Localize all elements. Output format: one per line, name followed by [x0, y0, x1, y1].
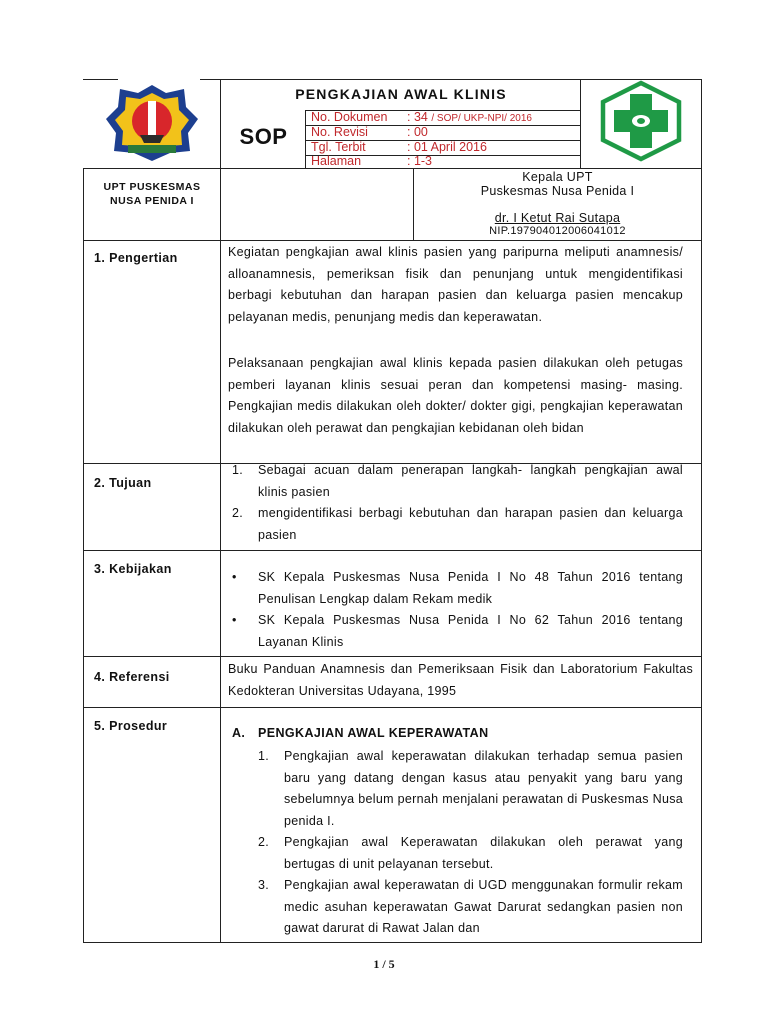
list-item: [228, 610, 683, 653]
puskesmas-logo: [598, 80, 684, 162]
list-text: Pengkajian awal Keperawatan dilakukan oleh perawat yang bertugas di unit pelayanan tersebut.: [284, 835, 683, 871]
doc-number-suffix: / SOP/ UKP-NPI/ 2016: [431, 113, 532, 124]
referensi-text: Buku Panduan Anamnesis dan Pemeriksaan Fisik dan Laboratorium Fakultas Kedokteran Universitas Udayana, 1995: [228, 662, 693, 698]
head-title-1: Kepala UPT: [522, 170, 593, 184]
unit-name: UPT PUSKESMAS NUSA PENIDA I: [103, 181, 201, 207]
list-text: SK Kepala Puskesmas Nusa Penida I No 48 Tahun 2016 tentang Penulisan Lengkap dalam Rekam medik: [258, 570, 683, 606]
doc-number-label: No. Dokumen: [311, 110, 388, 124]
section-label-referensi: 4. Referensi: [94, 670, 170, 684]
head-nip: NIP.197904012006041012: [489, 225, 626, 237]
pengertian-paragraph-1: Kegiatan pengkajian awal klinis pasien yang paripurna meliputi anamnesis/ alloanamnesis, pemeriksan fisik dan penunjang untuk mengidentifikasi berbagi kebutuhan dan harapan pasien dan keluarga pasien mencakup pelayanan medis, penunjang medis dan keperawatan.: [228, 245, 683, 324]
list-text: Pengkajian awal keperawatan dilakukan terhadap semua pasien baru yang datang dengan kasus atau penyakit yang baru yang sebelumnya belum pernah menjalani perawatan di Puskesmas Nusa penida I.: [284, 749, 683, 828]
list-text: Pengkajian awal keperawatan di UGD menggunakan formulir rekam medic asuhan keperawatan Gawat Darurat sedangkan pasien non gawat darurat di Rawat Jalan dan: [284, 878, 683, 935]
page-count-row: [311, 154, 432, 168]
section-label-kebijakan: 3. Kebijakan: [94, 562, 172, 576]
section-label-tujuan: 2. Tujuan: [94, 476, 152, 490]
list-text: mengidentifikasi berbagi kebutuhan dan harapan pasien dan keluarga pasien: [258, 506, 683, 542]
list-item: [228, 503, 683, 546]
list-item: [254, 875, 683, 940]
kebijakan-list: [228, 567, 683, 653]
list-number: 1.: [258, 749, 270, 763]
government-seal: [104, 83, 200, 163]
issued-date-value: : 01 April 2016: [407, 140, 487, 154]
list-item: [228, 460, 683, 503]
head-signature-block: [414, 170, 701, 237]
list-number: 3.: [258, 878, 270, 892]
bullet-icon: •: [232, 570, 237, 584]
list-text: SK Kepala Puskesmas Nusa Penida I No 62 Tahun 2016 tentang Layanan Klinis: [258, 613, 683, 649]
tujuan-list: [228, 460, 683, 546]
list-number: 2.: [258, 835, 270, 849]
list-number: 2.: [232, 506, 244, 520]
prosedur-heading-text: PENGKAJIAN AWAL KEPERAWATAN: [258, 726, 489, 740]
section-label-prosedur: 5. Prosedur: [94, 719, 168, 733]
issued-date-row: [311, 140, 487, 155]
list-number: 1.: [232, 463, 244, 477]
list-item: [228, 567, 683, 610]
section-label-pengertian: 1. Pengertian: [94, 251, 178, 265]
bullet-icon: •: [232, 613, 237, 627]
revision-value: : 00: [407, 125, 428, 139]
revision-label: No. Revisi: [311, 125, 368, 139]
page-count-label: Halaman: [311, 154, 362, 168]
list-item: [254, 832, 683, 875]
prosedur-heading: [232, 726, 489, 740]
head-name: dr. I Ketut Rai Sutapa: [494, 211, 621, 225]
revision-row: [311, 125, 428, 140]
issued-date-label: Tgl. Terbit: [311, 140, 366, 154]
list-item: [254, 746, 683, 832]
prosedur-list: [254, 746, 683, 940]
prosedur-heading-letter: A.: [232, 726, 246, 740]
doc-number-value: : 34: [407, 110, 428, 124]
list-text: Sebagai acuan dalam penerapan langkah- langkah pengkajian awal klinis pasien: [258, 463, 683, 499]
sop-label: SOP: [239, 124, 288, 149]
document-title: PENGKAJIAN AWAL KLINIS: [295, 86, 507, 102]
head-title-2: Puskesmas Nusa Penida I: [480, 184, 635, 198]
pengertian-paragraph-2: Pelaksanaan pengkajian awal klinis kepada pasien dilakukan oleh petugas pemberi layanan klinis sesuai peran dan kompetensi masing- masing. Pengkajian medis dilakukan oleh dokter/ dokter gigi, pengkajian keperawatan dilakukan oleh perawat dan pengkajian kebidanan oleh bidan: [228, 356, 683, 435]
page-number: 1 / 5: [373, 957, 395, 971]
doc-number-row: [311, 110, 532, 126]
page-count-value: : 1-3: [407, 154, 433, 168]
